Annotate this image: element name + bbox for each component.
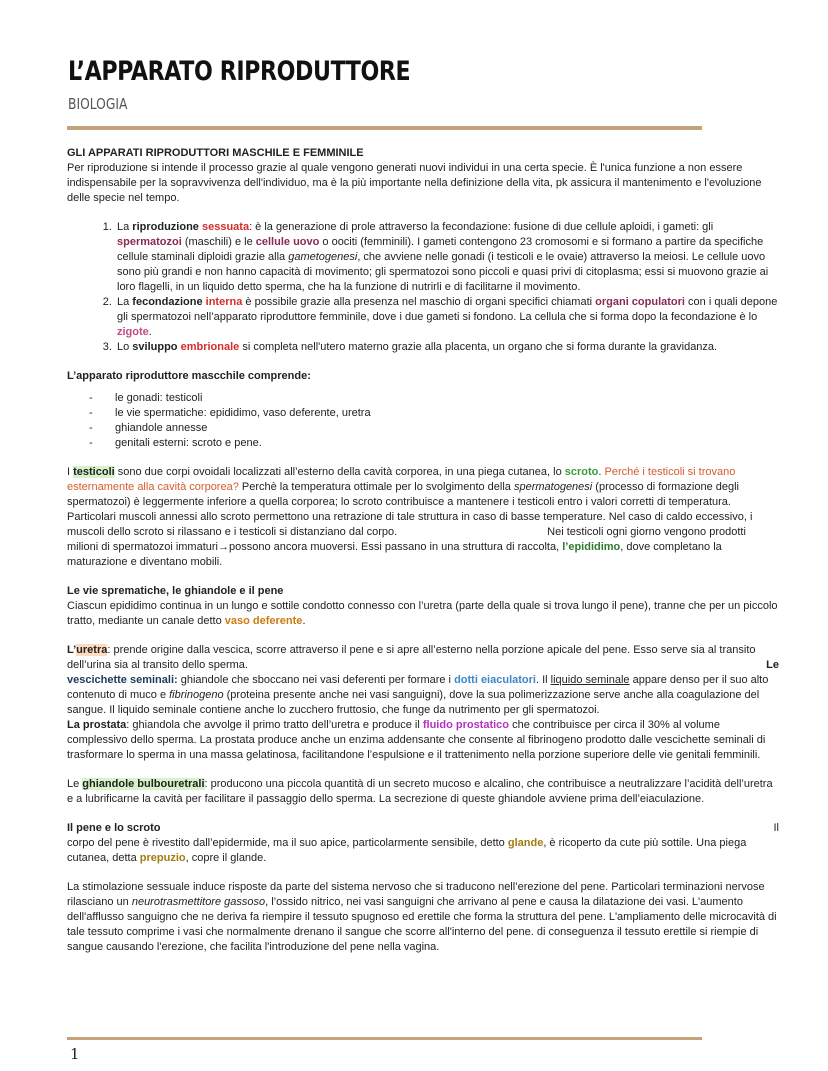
term-epididimo: l’epididimo: [562, 541, 621, 553]
term-prostata: La prostata: [67, 719, 127, 731]
term-ghiandole-bulbouretrali: ghiandole bulbouretrali: [82, 778, 205, 790]
question-testicoli: Perché i testicoli si trovano esternamente alla cavità corporea?: [67, 466, 736, 493]
term-testicoli: testicoli: [73, 466, 115, 478]
term-embrionale: embrionale: [180, 341, 240, 353]
page-number: 1: [70, 1045, 80, 1063]
uretra-paragraph: L’uretra: prende origine dalla vescica, scorre attraverso il pene e si apre all’esterno nella porzione apicale del pene. Esso serve sia al transito dell’urina sia al transito dello sperma. Le vescichette seminali: ghiandole che sboccano nei vasi deferenti per formare i dotti eiaculatori. Il liquido seminale appare denso per il suo alto contenuto di muco e fibrinogeno (proteina presente anche nei vasi sanguigni), dove la sua polimerizzazione serve anche alla coagulazione del sangue. Il liquido seminale contiene anche lo zucchero fruttosio, che funge da nutrimento per gli spermatozoi. La prostata: ghiandola che avvolge il primo tratto dell’uretra e produce il fluido prostatico che contribuisce per circa il 30% al volume complessivo dello sperma. La prostata produce anche un enzima addensante che consente al fibrinogeno prodotto dalle vescichette seminali di trasformare lo sperma in una massa gelatinosa, facilitandone l’espulsione e il trattenimento nella porzione superiore delle vie genitali femminili.: [67, 644, 779, 761]
document-subtitle: BIOLOGIA: [68, 95, 128, 113]
document-body: [67, 146, 779, 955]
bulbouretrali-paragraph: Le ghiandole bulbouretrali: producono una piccola quantità di un secreto mucoso e alcalino, che contribuisce a neutralizzare l’acidità dell’uretra e a lubrificarne la cavità per facilitare il passaggio dello sperma. La secrezione di queste ghiandole avviene prima dell’eiaculazione.: [67, 778, 773, 805]
section-heading-apparati: GLI APPARATI RIPRODUTTORI MASCHILE E FEMMINILE: [67, 147, 364, 159]
term-sviluppo: sviluppo: [132, 341, 178, 353]
term-prepuzio: prepuzio: [139, 852, 186, 864]
dashed-list: [67, 391, 779, 451]
intro-paragraph: Per riproduzione si intende il processo grazie al quale vengono generati nuovi individui in una certa specie. È l'unica funzione a non essere indispensabile per la sopravvivenza dell'individuo, ma è la più importante nella definizione della vita, pk assicura il mantenimento e l'evoluzione delle specie nel tempo.: [67, 162, 762, 204]
term-scroto: scroto: [564, 466, 599, 478]
term-vaso-deferente: vaso deferente: [224, 615, 303, 627]
list-item: - ghiandole annesse: [115, 421, 779, 436]
numbered-list: [67, 220, 779, 355]
term-fecondazione: fecondazione: [132, 296, 203, 308]
term-fibrinogeno: fibrinogeno: [169, 689, 224, 701]
bottom-divider: [67, 1037, 702, 1040]
document-title: L’APPARATO RIPRODUTTORE: [68, 56, 411, 87]
list-item-riproduzione: 1. La riproduzione sessuata: è la generazione di prole attraverso la fecondazione: fusione di due cellule aploidi, i gameti: gli spermatozoi (maschili) e le cellule uovo o oociti (femminili). I gameti contengono 23 cromosomi e si formano a partire da specifiche cellule staminali diploidi grazie alla gametogenesi, che avviene nelle gonadi (i testicoli e le ovaie) attraverso la meiosi. Le cellule uovo sono più grandi e non hanno capacità di movimento; gli spermatozoi sono piccoli e quasi privi di citoplasma; essi si muovono grazie ai loro flagelli, in un liquido detto sperma, che ha la funzione di nutrirli e di facilitarne il movimento.: [115, 220, 779, 295]
term-fluido-prostatico: fluido prostatico: [422, 719, 510, 731]
list-item-sviluppo: 3. Lo sviluppo embrionale si completa nell'utero materno grazie alla placenta, un organo che si forma durante la gravidanza.: [115, 340, 779, 355]
term-spermatogenesi: spermatogenesi: [513, 481, 593, 493]
pene-heading-line: Il pene e lo scroto Il: [67, 822, 779, 834]
list-item-fecondazione: 2. La fecondazione interna è possibile grazie alla presenza nel maschio di organi specifici chiamati organi copulatori con i quali depone gli spermatozoi nell’apparato riproduttore femminile, dove i due gameti si fondono. La cellula che si forma dopo la fecondazione è lo zigote.: [115, 295, 779, 340]
term-sessuata: sessuata: [201, 221, 250, 233]
term-cellule-uovo: cellule uovo: [255, 236, 320, 248]
term-riproduzione: riproduzione: [132, 221, 199, 233]
term-le: Le: [766, 659, 779, 671]
term-vescichette-seminali: vescichette seminali:: [67, 674, 178, 686]
term-gametogenesi: gametogenesi: [288, 251, 358, 263]
term-organi-copulatori: organi copulatori: [595, 296, 685, 308]
term-glande: glande: [507, 837, 544, 849]
testicoli-paragraph: I testicoli sono due corpi ovoidali localizzati all’esterno della cavità corporea, in una piega cutanea, lo scroto. Perché i testicoli si trovano esternamente alla cavità corporea? Perchè la temperatura ottimale per lo svolgimento della spermatogenesi (processo di formazione degli spermatozoi) è leggermente inferiore a quella corporea; lo scroto contribuisce a mantenere i testicoli entro i valori corretti di temperatura. Particolari muscoli annessi allo scroto permettono una retrazione di tale struttura in caso di basse temperature. Nel caso di caldo eccessivo, i muscoli dello scroto si rilassano e i testicoli si distanziano dal corpo. Nei testicoli ogni giorno vengono prodotti milioni di spermatozoi immaturi→possono ancora muoversi. Essi passano in una struttura di raccolta, l’epididimo, dove completano la maturazione e diventano mobili.: [67, 466, 753, 568]
term-interna: interna: [205, 296, 243, 308]
list-item: - le gonadi: testicoli: [115, 391, 779, 406]
list-item: - genitali esterni: scroto e pene.: [115, 436, 779, 451]
stimolazione-paragraph: La stimolazione sessuale induce risposte da parte del sistema nervoso che si traducono nell’erezione del pene. Particolari terminazioni nervose rilasciano un neurotrasmettitore gassoso, l’ossido nitrico, nei vasi sanguigni che arrivano al pene e causa la dilatazione dei vasi. L'aumento dell'afflusso sanguigno che ne deriva fa riempire il tessuto spugnoso ed erettile che forma la struttura del pene. L'ampliamento delle microcavità di tale tessuto comprime i vasi che normalmente drenano il sangue che scorre all'interno del pene. di conseguenza il tessuto erettile si riempie di sangue causando l'erezione, che facilita l'introduzione del pene nella vagina.: [67, 881, 777, 953]
term-spermatozoi: spermatozoi: [117, 236, 182, 248]
section-heading-apparato-maschile: L’apparato riproduttore mascchile comprende:: [67, 370, 311, 382]
term-dotti-eiaculatori: dotti eiaculatori: [454, 674, 536, 686]
term-liquido-seminale: liquido seminale: [550, 674, 630, 686]
list-item: - le vie spermatiche: epididimo, vaso deferente, uretra: [115, 406, 779, 421]
section-heading-vie-spermatiche: Le vie sprematiche, le ghiandole e il pene: [67, 585, 284, 597]
glande-paragraph: corpo del pene è rivestito dall’epidermide, ma il suo apice, particolarmente sensibile, detto glande, è ricoperto da cute più sottile. Una piega cutanea, detta prepuzio, copre il glande.: [67, 837, 747, 864]
term-uretra: uretra: [76, 644, 108, 656]
term-zigote: zigote: [117, 326, 149, 338]
top-divider: [67, 126, 702, 130]
vaso-deferente-paragraph: Ciascun epididimo continua in un lungo e sottile condotto connesso con l’uretra (parte della quale si trova lungo il pene), tranne che per un piccolo tratto, mediante un canale detto vaso deferente.: [67, 600, 778, 627]
section-heading-pene: Il pene e lo scroto: [67, 822, 161, 834]
term-neurotrasmettitore: neurotrasmettitore gassoso: [131, 896, 266, 908]
